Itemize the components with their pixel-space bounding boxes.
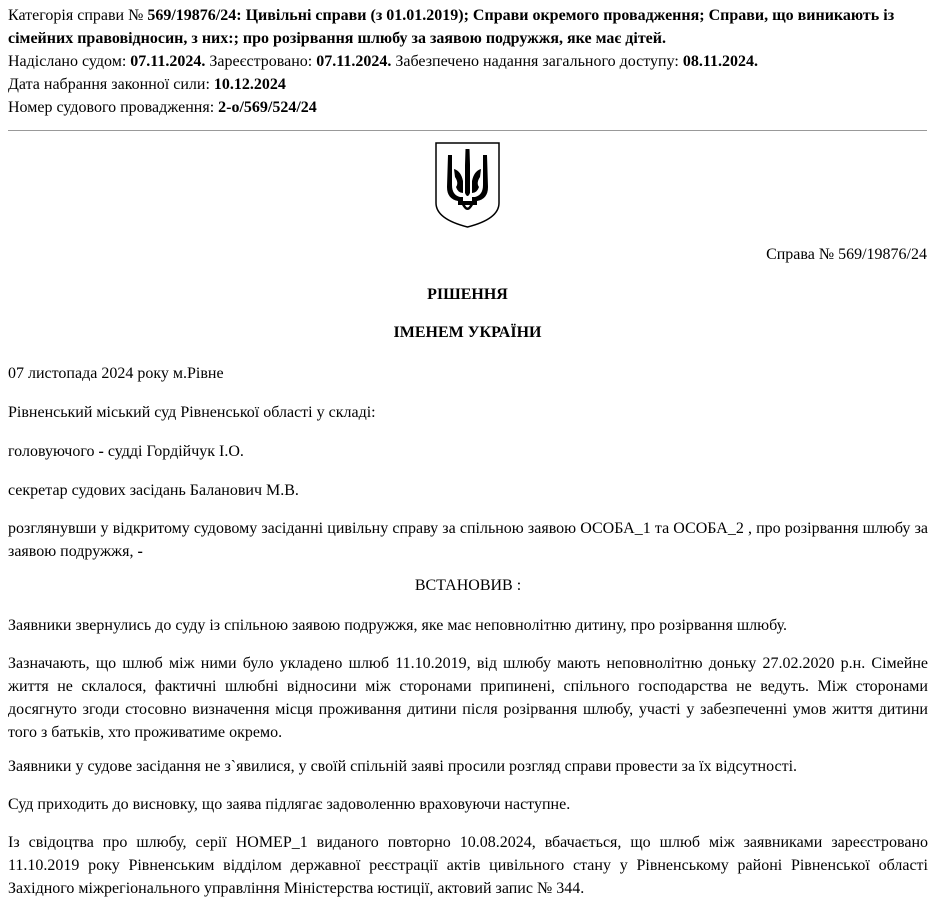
paragraph-3: Заявники у судове засідання не з`явилися, у своїй спільній заяві просили розгляд справи провести за їх відсутності.: [8, 758, 798, 775]
category-label: Категорія справи №: [8, 7, 144, 24]
paragraph-1: Заявники звернулись до суду із спільною заявою подружжя, яке має неповнолітню дитину, про розірвання шлюбу.: [8, 617, 788, 634]
category-value: 569/19876/24: Цивільні справи (з 01.01.2019); Справи окремого провадження; Справи, що виникають із сімейних правовідносин, з них:; про розірвання шлюбу за заявою подружжя, яке має дітей.: [8, 7, 895, 47]
access-value: 08.11.2024.: [682, 53, 758, 70]
established-heading: ВСТАНОВИВ :: [414, 577, 522, 594]
paragraph-4: Суд приходить до висновку, що заява підлягає задоволенню враховуючи наступне.: [8, 796, 571, 813]
registered-value: 07.11.2024.: [316, 53, 392, 70]
trident-emblem-icon: [434, 141, 501, 229]
dates-line: [8, 50, 928, 73]
document-title: РІШЕННЯ: [427, 286, 508, 303]
date-place: 07 листопада 2024 року м.Рівне: [8, 365, 224, 382]
presiding-dash: -: [94, 443, 108, 460]
effective-label: Дата набрання законної сили:: [8, 76, 210, 93]
proceeding-label: Номер судового провадження:: [8, 99, 215, 116]
court-secretary: секретар судових засідань Баланович М.В.: [8, 482, 299, 499]
presiding-name: судді Гордійчук І.О.: [107, 443, 244, 460]
court-composition: Рівненський міський суд Рівненської області у складі:: [8, 404, 376, 421]
proceeding-value: 2-о/569/524/24: [218, 99, 317, 116]
registered-label: Зареєстровано:: [209, 53, 313, 70]
access-label: Забезпечено надання загального доступу:: [395, 53, 679, 70]
header-divider: [8, 130, 927, 131]
document-subtitle: ІМЕНЕМ УКРАЇНИ: [393, 324, 542, 341]
considered-dash: -: [133, 543, 143, 560]
proceeding-number-line: [8, 96, 928, 119]
sent-label: Надіслано судом:: [8, 53, 127, 70]
effective-date-line: [8, 73, 928, 96]
case-number: Справа № 569/19876/24: [766, 246, 927, 263]
document-metadata: [8, 4, 928, 119]
effective-value: 10.12.2024: [213, 76, 286, 93]
considered-text: розглянувши у відкритому судовому засіданні цивільну справу за спільною заявою ОСОБА_1 та ОСОБА_2 , про розірвання шлюбу за заявою подружжя,: [8, 520, 928, 560]
considered-paragraph: [8, 517, 928, 563]
sent-value: 07.11.2024.: [130, 53, 206, 70]
presiding-judge: [8, 440, 928, 463]
category-line: [8, 4, 928, 50]
paragraph-5: Із свідоцтва про шлюбу, серії НОМЕР_1 виданого повторно 10.08.2024, вбачається, що шлюб між заявниками зареєстровано 11.10.2019 року Рівненським відділом державної реєстрації актів цивільного стану у Рівненському районі Рівненської області Західного міжрегіонального управління Міністерства юстиції, актовий запис № 344.: [8, 834, 928, 897]
presiding-prefix: головуючого: [8, 443, 95, 460]
paragraph-2: Зазначають, що шлюб між ними було укладено шлюб 11.10.2019, від шлюбу мають неповнолітню доньку 27.02.2020 р.н. Сімейне життя не склалося, фактичні шлюбні відносини між сторонами припинені, спільного господарства не ведуть. Між сторонами досягнуто згоди стосовно визначення місця проживання дитини після розірвання шлюбу, участі у забезпеченні умов життя дитини того з батьків, хто проживатиме окремо.: [8, 655, 928, 741]
